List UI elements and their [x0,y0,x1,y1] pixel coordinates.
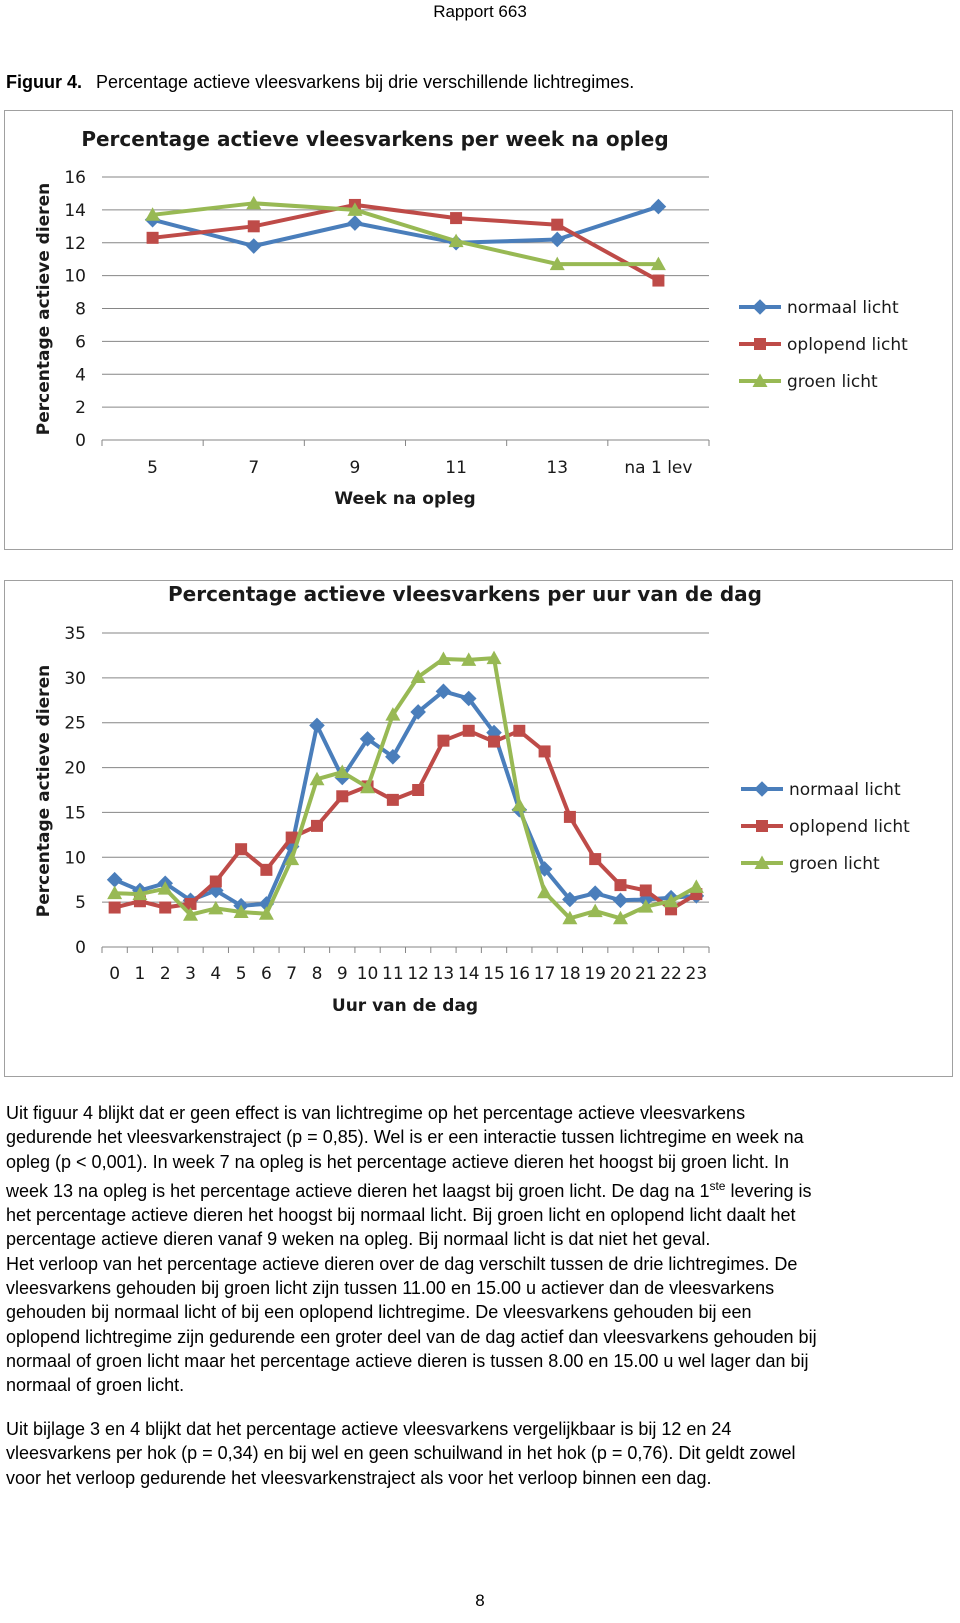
x-axis-title: Uur van de dag [331,996,479,1016]
body-line-part: week 13 na opleg is het percentage actieve dieren het laagst bij groen licht. De dag na 1 [6,1180,710,1201]
marker-square [614,879,626,891]
x-tick-label: 4 [210,964,222,984]
x-tick-label: 14 [457,964,480,984]
y-tick-label: 0 [75,431,86,451]
y-tick-label: 14 [64,200,86,221]
legend-label: oplopend licht [787,335,908,355]
x-tick-label: 11 [445,458,467,478]
x-tick-label: 7 [248,458,260,478]
marker-square [109,902,121,914]
figure-caption-text: Percentage actieve vleesvarkens bij drie verschillende lichtregimes. [96,72,635,92]
y-axis-title: Percentage actieve dieren [34,664,54,918]
body-line: Uit figuur 4 blijkt dat er geen effect is van lichtregime op het percentage actieve vleesvarkens [6,1103,746,1123]
marker-diamond [246,238,262,254]
series-line [115,658,697,918]
marker-square [488,736,500,748]
x-tick-label: 8 [311,964,323,984]
x-tick-label: 2 [159,964,171,984]
marker-triangle [689,879,704,893]
marker-square [260,864,272,876]
marker-diamond [309,718,325,734]
body-line: het percentage actieve dieren het hoogst bij normaal licht. Bij groen licht en oplopend licht daalt het [6,1205,796,1226]
marker-square [147,232,159,244]
x-tick-label: 16 [508,964,531,984]
x-axis-title: Week na opleg [334,489,476,509]
x-tick-label: 5 [235,964,247,984]
x-tick-label: 9 [349,458,361,478]
superscript: ste [709,1178,726,1193]
x-tick-label: 0 [109,964,121,984]
legend-label: normaal licht [789,780,901,800]
marker-square [437,735,449,747]
marker-square [210,876,222,888]
chart-per-hour-svg [5,581,954,1078]
y-tick-label: 25 [64,713,86,734]
x-tick-label: 11 [382,964,404,984]
y-tick-label: 10 [64,848,86,869]
legend-label: groen licht [787,372,878,392]
marker-diamond [752,299,768,315]
marker-square [589,853,601,865]
x-tick-label: 6 [260,964,272,984]
series-line [115,731,697,910]
legend-label: normaal licht [787,298,899,318]
y-tick-label: 20 [64,758,86,779]
y-axis-title: Percentage actieve dieren [34,182,54,436]
marker-diamond [613,893,629,909]
x-tick-label: 1 [134,964,146,984]
body-line: gedurende het vleesvarkenstraject (p = 0,85). Wel is er een interactie tussen lichtregime en week na [6,1127,804,1148]
marker-square [564,811,576,823]
y-tick-label: 0 [75,938,86,958]
chart-per-hour [4,580,953,1077]
body-line-part: levering is [725,1180,812,1201]
x-tick-label: 12 [407,964,429,984]
x-tick-label: 19 [584,964,607,984]
marker-square [463,725,475,737]
chart-title: Percentage actieve vleesvarkens per uur van de dag [167,582,763,606]
marker-triangle [537,885,552,899]
marker-square [311,820,323,832]
body-line: vleesvarkens gehouden bij groen licht zijn tussen 11.00 en 15.00 u actiever dan de vleesvarkens [6,1278,775,1299]
marker-square [412,784,424,796]
marker-diamond [754,781,770,797]
marker-diamond [347,215,363,231]
page-header: Rapport 663 [433,2,527,21]
y-tick-label: 10 [64,266,86,287]
x-tick-label: 10 [356,964,379,984]
body-line: normaal of groen licht maar het percentage actieve dieren is tussen 8.00 en 15.00 u wel lager dan bij [6,1350,809,1371]
x-tick-label: na 1 lev [624,458,693,478]
body-line: oplopend lichtregime zijn gedurende een groter deel van de dag actief dan vleesvarkens gehouden bij [6,1326,817,1347]
marker-square [159,902,171,914]
body-paragraph-1 [6,1101,951,1398]
x-tick-label: 15 [483,964,505,984]
marker-square [754,338,766,350]
body-line [6,1174,951,1203]
x-tick-label: 22 [660,964,682,984]
body-line: voor het verloop gedurende het vleesvarkenstraject als voor het verloop binnen een dag. [6,1467,712,1488]
x-tick-label: 13 [546,458,569,478]
marker-square [756,820,768,832]
figure-label: Figuur 4. [6,72,82,92]
x-tick-label: 21 [634,964,657,984]
x-tick-label: 9 [336,964,348,984]
legend-label: oplopend licht [789,817,910,837]
y-tick-label: 4 [75,365,86,386]
x-tick-label: 18 [559,964,581,984]
y-tick-label: 30 [64,668,86,689]
x-tick-label: 23 [685,964,708,984]
x-tick-label: 17 [533,964,556,984]
page-number: 8 [475,1591,485,1610]
body-line: opleg (p < 0,001). In week 7 na opleg is het percentage actieve dieren het hoogst bij groen licht. In [6,1151,790,1172]
chart-title: Percentage actieve vleesvarkens per week na opleg [81,127,669,151]
x-tick-label: 5 [147,458,158,478]
chart-per-week [4,110,953,550]
y-tick-label: 15 [64,803,86,824]
y-tick-label: 12 [64,233,86,254]
marker-square [248,220,260,232]
body-line: vleesvarkens per hok (p = 0,34) en bij wel en geen schuilwand in het hok (p = 0,76). Dit geldt zowel [6,1443,796,1464]
body-line: Uit bijlage 3 en 4 blijkt dat het percentage actieve vleesvarkens vergelijkbaar is bij 12 en 24 [6,1419,732,1439]
marker-diamond [651,199,667,215]
y-tick-label: 6 [75,332,86,353]
body-paragraph-2 [6,1417,951,1490]
x-tick-label: 7 [286,964,298,984]
y-tick-label: 8 [75,299,86,320]
marker-square [652,275,664,287]
marker-square [539,745,551,757]
marker-triangle [588,904,603,918]
y-tick-label: 16 [64,168,86,188]
body-line: normaal of groen licht. [6,1375,185,1396]
x-tick-label: 3 [185,964,196,984]
body-line: percentage actieve dieren vanaf 9 weken na opleg. Bij normaal licht is dat niet het geval. [6,1229,711,1250]
marker-square [336,790,348,802]
chart-per-week-svg [5,111,954,551]
marker-diamond [587,885,603,901]
y-tick-label: 5 [75,893,86,914]
marker-diamond [549,232,565,248]
marker-square [551,219,563,231]
marker-square [450,212,462,224]
x-tick-label: 13 [432,964,455,984]
marker-square [387,794,399,806]
body-line: Het verloop van het percentage actieve dieren over de dag verschilt tussen de drie lichtregimes. De [6,1253,798,1274]
marker-diamond [107,872,123,888]
x-tick-label: 20 [609,964,632,984]
figure-caption [6,72,634,93]
y-tick-label: 2 [75,398,86,419]
marker-square [513,725,525,737]
body-line: gehouden bij normaal licht of bij een oplopend lichtregime. De vleesvarkens gehouden bij een [6,1302,752,1323]
y-tick-label: 35 [64,624,86,644]
marker-square [640,884,652,896]
marker-square [235,843,247,855]
legend-label: groen licht [789,854,880,874]
